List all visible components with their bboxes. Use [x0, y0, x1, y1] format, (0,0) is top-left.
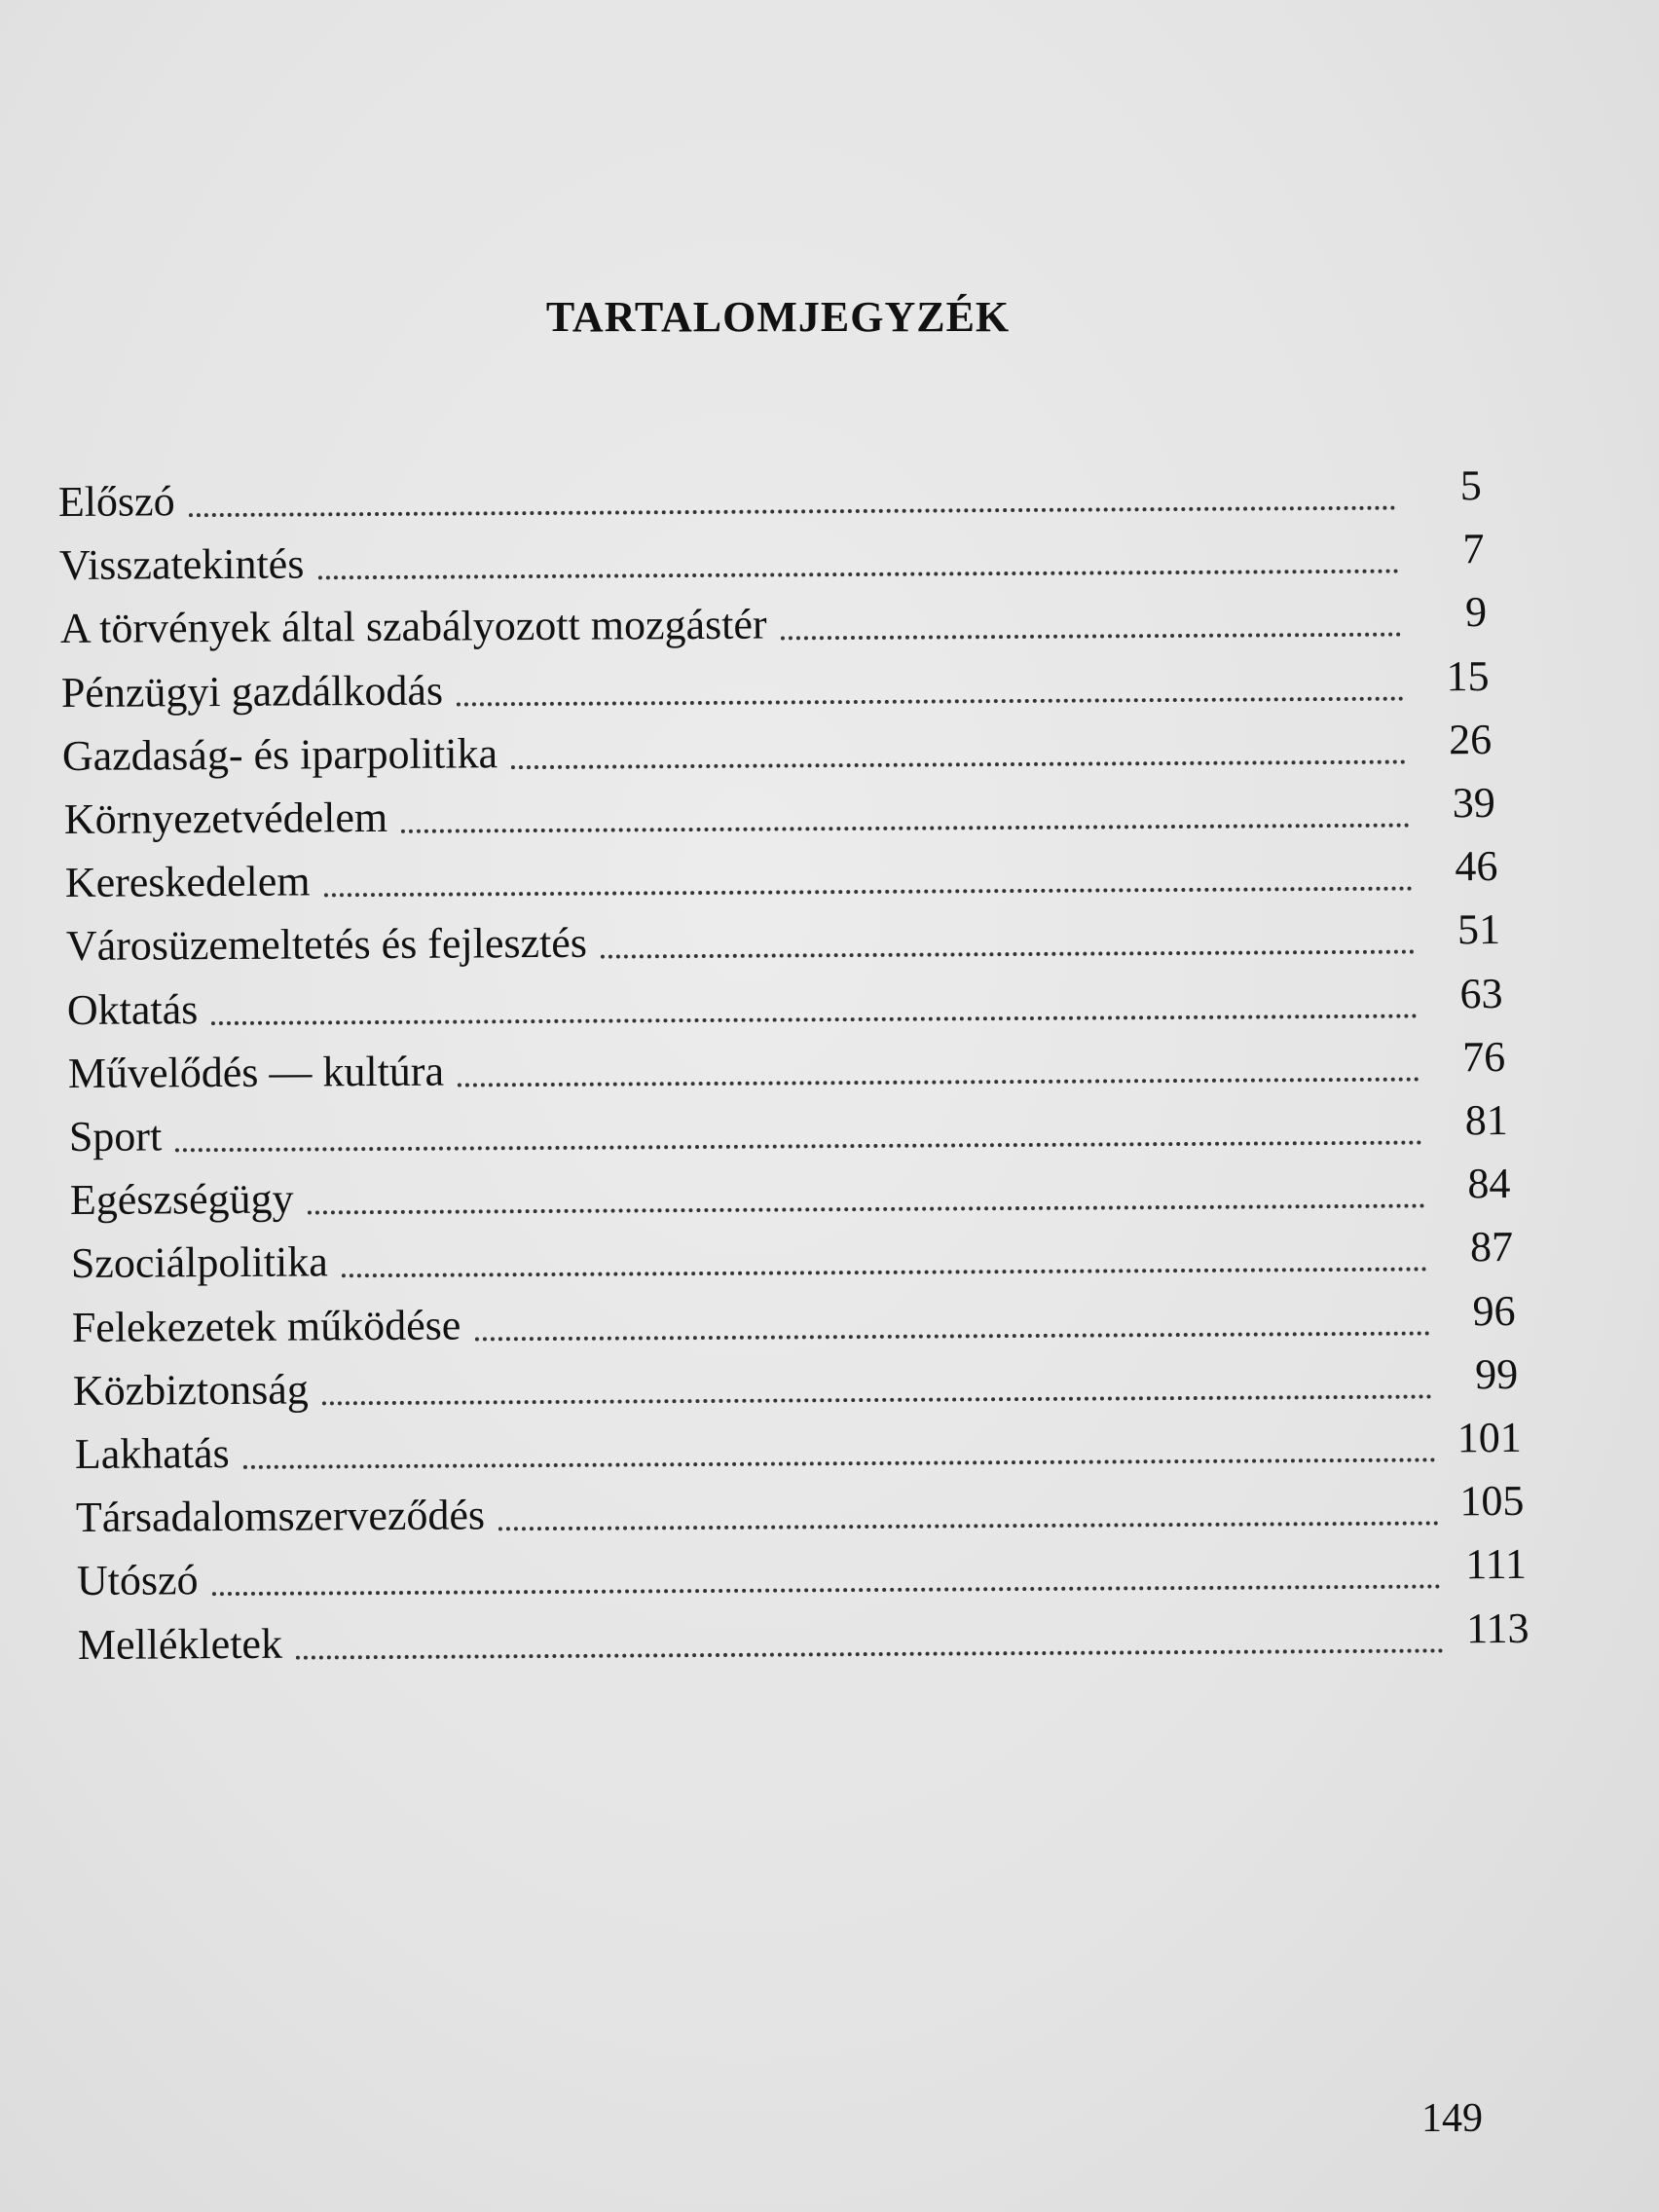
toc-title: TARTALOMJEGYZÉK: [545, 293, 1011, 341]
toc-entry: [58, 520, 1485, 590]
toc-entry: [66, 965, 1502, 1032]
dot-leader: [189, 506, 1396, 518]
toc-entry: [58, 457, 1482, 524]
dot-leader: [322, 1394, 1432, 1405]
toc-entry-label: Szociálpolitika: [70, 1237, 329, 1288]
toc-entry-label: Egészségügy: [69, 1174, 294, 1225]
toc-entry-page: 26: [1449, 715, 1493, 764]
toc-entry-page: 101: [1456, 1413, 1522, 1462]
toc-entry: [61, 647, 1490, 715]
toc-entry-label: Pénzügyi gazdálkodás: [61, 666, 444, 717]
dot-leader: [511, 759, 1406, 769]
toc-entry-label: Visszatekintés: [58, 539, 305, 590]
dot-leader: [401, 824, 1410, 833]
dot-leader: [175, 1141, 1422, 1153]
dot-leader: [318, 570, 1399, 580]
toc-entry-page: 113: [1465, 1604, 1530, 1652]
toc-entry-label: Mellékletek: [77, 1619, 282, 1669]
toc-entry-page: 63: [1459, 969, 1503, 1017]
toc-entry-page: 5: [1459, 461, 1482, 510]
toc-entry-label: Lakhatás: [74, 1429, 230, 1478]
toc-entry-label: Társadalomszerveződés: [75, 1491, 485, 1542]
dot-leader: [475, 1331, 1430, 1341]
dot-leader: [242, 1457, 1435, 1468]
page-number: 149: [1421, 2096, 1483, 2141]
dot-leader: [211, 1585, 1441, 1597]
toc-entry: [69, 1155, 1511, 1225]
dot-leader: [498, 1522, 1438, 1531]
toc-entry: [59, 583, 1488, 653]
toc-entry: [63, 774, 1494, 841]
toc-entry: [69, 1091, 1508, 1159]
toc-entry-page: 46: [1454, 842, 1498, 891]
toc-entry: [68, 1028, 1506, 1095]
toc-entry-page: 15: [1446, 651, 1491, 700]
toc-entry: [64, 837, 1498, 907]
toc-entry-page: 51: [1456, 905, 1500, 954]
toc-entry-label: Gazdaság- és iparpolitika: [62, 729, 498, 780]
toc-entry-page: 81: [1464, 1095, 1508, 1145]
toc-entry-label: Városüzemeltetés és fejlesztés: [65, 919, 587, 971]
dot-leader: [457, 696, 1404, 706]
toc-entry-label: Előszó: [57, 477, 175, 526]
toc-entry-page: 87: [1470, 1223, 1514, 1272]
toc-entry-page: 76: [1461, 1032, 1506, 1082]
toc-entry: [74, 1409, 1521, 1476]
dot-leader: [296, 1648, 1444, 1659]
toc-entry-page: 39: [1452, 779, 1495, 828]
dot-leader: [342, 1268, 1427, 1278]
toc-entry-page: 84: [1467, 1160, 1511, 1208]
toc-entry: [73, 1346, 1519, 1413]
toc-entry: [65, 901, 1500, 971]
toc-entry-label: Közbiztonság: [73, 1365, 310, 1415]
dot-leader: [781, 633, 1401, 641]
toc-entry-page: 9: [1465, 588, 1488, 637]
dot-leader: [211, 1014, 1417, 1025]
toc-entry-label: Környezetvédelem: [63, 793, 387, 843]
toc-entry-page: 7: [1462, 525, 1485, 573]
toc-entry-label: Oktatás: [66, 984, 199, 1034]
toc-entry-label: Kereskedelem: [64, 857, 311, 907]
toc-entry: [70, 1218, 1514, 1288]
toc-entry-page: 111: [1464, 1540, 1527, 1589]
dot-leader: [458, 1077, 1419, 1087]
toc-entry-label: Felekezetek működése: [72, 1301, 461, 1351]
toc-entry-page: 105: [1458, 1477, 1525, 1526]
toc-entry: [77, 1599, 1530, 1669]
toc-entry-label: A törvények által szabályozott mozgástér: [59, 600, 767, 653]
dot-leader: [323, 887, 1412, 898]
toc-entry: [72, 1282, 1516, 1349]
toc-entry: [76, 1535, 1527, 1603]
dot-leader: [308, 1204, 1425, 1215]
toc-entry: [75, 1472, 1525, 1542]
toc-entry-label: Művelődés — kultúra: [67, 1047, 445, 1097]
dot-leader: [601, 950, 1415, 959]
toc-entry: [62, 711, 1493, 778]
toc-entry-label: Utószó: [76, 1556, 199, 1605]
toc-entry-label: Sport: [68, 1112, 163, 1161]
toc-entry-page: 99: [1475, 1349, 1519, 1398]
toc-entry-page: 96: [1472, 1286, 1517, 1335]
